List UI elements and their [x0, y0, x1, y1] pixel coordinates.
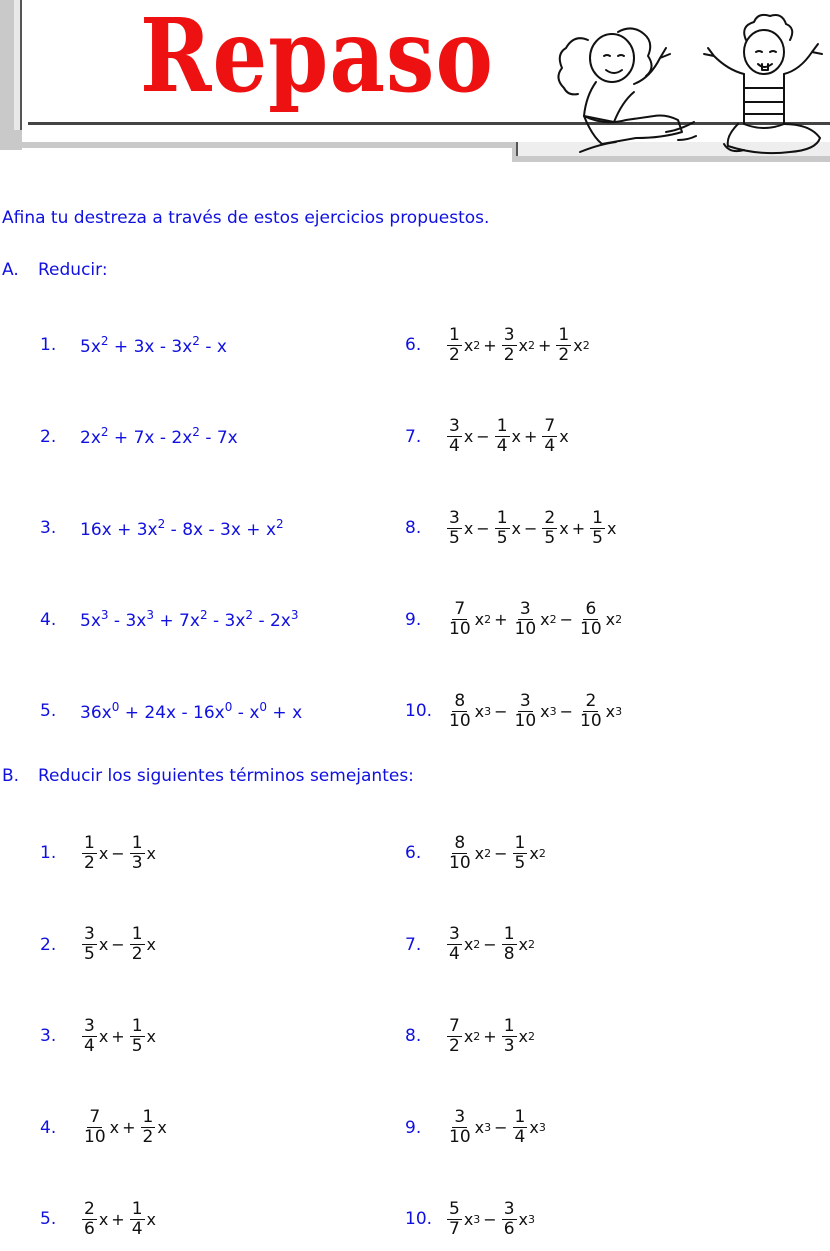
fraction — [82, 925, 97, 963]
operator: + — [111, 1026, 125, 1046]
intro-text: Afina tu destreza a través de estos ejercicios propuestos. — [2, 208, 490, 228]
variable: x — [98, 935, 109, 954]
math-expression — [445, 834, 546, 872]
exponent: 2 — [615, 613, 623, 626]
numerator: 1 — [142, 1107, 154, 1128]
variable: x — [559, 518, 569, 538]
polynomial-expression: $5x^2 + 3x - 3x^2 - x$ — [80, 333, 227, 357]
exercise-a-3 — [40, 503, 284, 553]
math-expression — [445, 1200, 535, 1238]
numerator: 1 — [131, 1198, 143, 1219]
denominator: 10 — [84, 1127, 106, 1147]
exponent: 3 — [146, 608, 154, 622]
variable: x — [98, 1209, 109, 1229]
exercise-a-9 — [405, 595, 622, 645]
variable: x — [529, 843, 539, 863]
operator: − — [494, 701, 508, 721]
variable: x — [463, 427, 474, 446]
operator: − — [111, 935, 125, 954]
variable: x — [98, 1026, 109, 1046]
exponent: 2 — [484, 846, 492, 860]
math-expression — [445, 509, 616, 547]
variable: x — [518, 1209, 528, 1229]
fraction — [502, 925, 517, 963]
denominator: 4 — [131, 1218, 143, 1239]
fraction — [447, 417, 462, 455]
fraction — [578, 600, 604, 638]
numerator: 1 — [496, 416, 508, 437]
variable: x — [474, 610, 485, 629]
numerator: 3 — [519, 690, 531, 711]
numerator: 1 — [592, 507, 603, 528]
denominator: 4 — [449, 436, 460, 456]
denominator: 10 — [514, 710, 537, 731]
exercise-number: 5. — [40, 701, 57, 721]
denominator: 5 — [84, 944, 95, 964]
variable: x — [474, 1118, 485, 1137]
exponent: 3 — [100, 608, 109, 622]
exponent: 2 — [245, 608, 254, 622]
exponent: 2 — [528, 338, 535, 352]
variable: x — [518, 1026, 528, 1046]
variable: x — [463, 935, 474, 954]
denominator: 5 — [544, 527, 556, 548]
operator: + — [483, 335, 497, 355]
exponent: 2 — [528, 1029, 535, 1043]
math-expression — [80, 1017, 156, 1055]
exponent: 3 — [484, 1121, 492, 1134]
header-frame-inner — [14, 0, 22, 130]
math-expression — [445, 1017, 535, 1055]
denominator: 10 — [449, 1127, 471, 1147]
numerator: 1 — [503, 1015, 515, 1036]
polynomial-expression: $2x^2 + 7x - 2x^2 - 7x$ — [80, 425, 238, 448]
math-expression — [80, 1108, 167, 1146]
exercise-number: 8. — [405, 518, 422, 538]
exponent: 2 — [192, 425, 200, 439]
variable: x — [463, 1026, 474, 1046]
fraction — [447, 600, 473, 638]
exercise-number: 8. — [405, 1026, 422, 1046]
fraction — [495, 417, 510, 455]
polynomial-expression: $16x + 3x^2 - 8x - 3x + x^2$ — [80, 516, 284, 540]
section-a-letter: A. — [2, 260, 19, 280]
operator: + — [111, 1209, 125, 1229]
exercise-b-2 — [40, 920, 156, 970]
exercise-number: 1. — [40, 335, 57, 355]
exercise-a-8 — [405, 503, 616, 553]
exercise-a-2 — [40, 412, 238, 462]
exercise-a-1 — [40, 320, 227, 370]
section-a-heading — [2, 260, 108, 280]
numerator: 3 — [519, 599, 531, 620]
exercise-a-6 — [405, 320, 590, 370]
denominator: 3 — [131, 852, 143, 873]
variable: x — [518, 935, 528, 954]
exponent: 2 — [473, 1029, 481, 1043]
exponent: 3 — [615, 704, 623, 718]
variable: x — [529, 1118, 539, 1137]
section-a-label: Reducir: — [38, 260, 108, 280]
fraction — [447, 834, 473, 872]
denominator: 5 — [592, 527, 603, 548]
section-b-letter: B. — [2, 766, 20, 786]
variable: x — [146, 843, 156, 863]
operator: − — [494, 1118, 508, 1137]
exponent: 2 — [538, 846, 546, 860]
operator: + — [122, 1118, 136, 1137]
exercise-a-7 — [405, 412, 569, 462]
exponent: 2 — [473, 938, 481, 951]
math-expression — [80, 1200, 156, 1238]
numerator: 1 — [449, 324, 460, 345]
math-expression — [80, 834, 156, 872]
numerator: 1 — [514, 1107, 526, 1128]
exercise-b-3 — [40, 1011, 156, 1061]
exponent: 2 — [192, 333, 200, 348]
exponent: 2 — [484, 613, 492, 626]
kids-illustration — [548, 12, 830, 158]
numerator: 3 — [84, 924, 95, 945]
variable: x — [146, 1209, 156, 1229]
fraction — [447, 509, 462, 547]
variable: x — [463, 1209, 474, 1229]
denominator: 4 — [449, 944, 460, 964]
variable: x — [109, 1118, 120, 1137]
exercise-b-5 — [40, 1194, 156, 1244]
variable: x — [463, 518, 474, 538]
fraction — [141, 1108, 156, 1146]
exercise-number: 2. — [40, 934, 57, 955]
math-expression — [445, 925, 535, 963]
numerator: 3 — [449, 416, 460, 437]
fraction — [130, 834, 145, 872]
fraction — [502, 326, 517, 364]
fraction — [130, 925, 145, 963]
exponent: 2 — [528, 938, 535, 951]
operator: + — [538, 335, 552, 355]
numerator: 6 — [585, 599, 597, 620]
numerator: 1 — [131, 1015, 143, 1036]
exercise-number: 4. — [40, 609, 57, 630]
denominator: 2 — [131, 944, 143, 964]
denominator: 6 — [84, 1218, 95, 1239]
denominator: 5 — [449, 527, 460, 548]
exercise-b-8 — [405, 1011, 535, 1061]
page-title: Repaso — [140, 0, 494, 116]
numerator: 7 — [454, 599, 466, 620]
denominator: 2 — [449, 1035, 460, 1056]
fraction — [513, 692, 539, 730]
exercise-b-6 — [405, 828, 546, 878]
fraction — [578, 692, 604, 730]
exercise-number: 6. — [405, 335, 422, 355]
denominator: 5 — [131, 1035, 143, 1056]
numerator: 3 — [449, 924, 460, 945]
exponent: 2 — [199, 608, 208, 622]
fraction — [447, 1108, 473, 1146]
fraction — [513, 600, 539, 638]
variable: x — [511, 427, 521, 446]
variable: x — [540, 701, 550, 721]
operator: − — [559, 701, 574, 721]
operator: − — [559, 610, 574, 629]
fraction — [502, 1017, 517, 1055]
math-expression — [445, 1108, 546, 1146]
exercise-b-4 — [40, 1103, 167, 1153]
exercise-number: 7. — [405, 934, 422, 955]
denominator: 2 — [449, 344, 460, 365]
denominator: 4 — [544, 436, 556, 456]
section-b-label: Reducir los siguientes términos semejantes: — [38, 766, 414, 786]
variable: x — [606, 518, 617, 538]
fraction — [513, 1108, 528, 1146]
numerator: 2 — [585, 690, 597, 711]
fraction — [130, 1017, 145, 1055]
operator: − — [483, 935, 497, 954]
variable: x — [463, 335, 474, 355]
fraction — [513, 834, 528, 872]
exercise-number: 4. — [40, 1117, 57, 1138]
header-bottom-band — [0, 142, 512, 148]
operator: + — [524, 427, 538, 446]
numerator: 3 — [503, 324, 515, 345]
exercise-number: 1. — [40, 843, 57, 863]
denominator: 4 — [496, 436, 508, 456]
exponent: 2 — [100, 425, 109, 439]
variable: x — [511, 518, 521, 538]
exercise-number: 10. — [405, 701, 433, 721]
exponent: 2 — [582, 338, 590, 352]
variable: x — [474, 701, 485, 721]
exponent: 3 — [290, 608, 299, 622]
fraction — [502, 1200, 517, 1238]
exercise-a-4 — [40, 595, 299, 645]
denominator: 10 — [449, 619, 471, 639]
exercise-a-5 — [40, 686, 302, 736]
variable: x — [157, 1118, 167, 1137]
fraction — [447, 1200, 462, 1238]
variable: x — [474, 843, 485, 863]
exponent: 3 — [538, 1121, 546, 1134]
denominator: 10 — [449, 852, 471, 873]
denominator: 5 — [514, 852, 526, 873]
polynomial-expression: $5x^3 - 3x^3 + 7x^2 - 3x^2 - 2x^3$ — [80, 608, 299, 631]
exponent: 0 — [224, 699, 233, 714]
numerator: 2 — [544, 507, 556, 528]
section-b-heading — [2, 766, 414, 786]
exercise-b-9 — [405, 1103, 546, 1153]
exponent: 0 — [259, 699, 268, 714]
exponent: 3 — [473, 1212, 481, 1226]
exponent: 2 — [473, 338, 481, 352]
exponent: 0 — [111, 699, 120, 714]
denominator: 10 — [580, 619, 602, 639]
fraction — [82, 1200, 97, 1238]
math-expression — [445, 600, 622, 638]
numerator: 1 — [84, 832, 95, 853]
numerator: 7 — [449, 1015, 460, 1036]
operator: − — [494, 843, 508, 863]
numerator: 1 — [496, 507, 508, 528]
denominator: 3 — [503, 1035, 515, 1056]
exponent: 2 — [157, 516, 166, 531]
variable: x — [98, 843, 109, 863]
numerator: 5 — [449, 1198, 460, 1219]
operator: − — [483, 1209, 497, 1229]
exercise-number: 2. — [40, 426, 57, 447]
numerator: 3 — [503, 1198, 515, 1219]
denominator: 10 — [514, 619, 537, 639]
denominator: 7 — [449, 1218, 460, 1239]
denominator: 4 — [84, 1035, 95, 1056]
variable: x — [518, 335, 528, 355]
numerator: 7 — [89, 1107, 101, 1128]
exercise-number: 6. — [405, 843, 422, 863]
variable: x — [146, 935, 156, 954]
math-expression — [445, 417, 569, 455]
numerator: 1 — [514, 832, 526, 853]
exercise-number: 3. — [40, 518, 57, 538]
denominator: 2 — [142, 1127, 154, 1147]
fraction — [447, 326, 462, 364]
denominator: 2 — [84, 852, 95, 873]
denominator: 10 — [449, 710, 471, 731]
numerator: 1 — [503, 924, 515, 945]
math-expression — [445, 692, 622, 730]
fraction — [590, 509, 605, 547]
denominator: 10 — [580, 710, 602, 731]
exercise-a-10 — [405, 686, 622, 736]
exercise-b-7 — [405, 920, 535, 970]
exercise-number: 7. — [405, 426, 422, 447]
operator: + — [494, 610, 508, 629]
exponent: 2 — [549, 613, 557, 626]
fraction — [82, 1108, 108, 1146]
polynomial-expression: $36x^0 + 24x - 16x^0 - x^0 + x$ — [80, 699, 303, 723]
exercise-b-1 — [40, 828, 156, 878]
numerator: 2 — [84, 1198, 95, 1219]
operator: − — [524, 518, 538, 538]
variable: x — [146, 1026, 156, 1046]
exercise-number: 9. — [405, 609, 422, 630]
numerator: 8 — [454, 832, 466, 853]
numerator: 1 — [131, 832, 143, 853]
operator: − — [476, 518, 490, 538]
exponent: 2 — [100, 333, 109, 348]
variable: x — [605, 610, 616, 629]
denominator: 2 — [558, 344, 570, 365]
fraction — [542, 509, 557, 547]
exercise-b-10 — [405, 1194, 535, 1244]
denominator: 5 — [496, 527, 508, 548]
fraction — [447, 1017, 462, 1055]
exponent: 3 — [484, 704, 492, 718]
variable: x — [573, 335, 583, 355]
operator: − — [476, 427, 490, 446]
numerator: 3 — [449, 507, 460, 528]
math-expression — [80, 925, 156, 963]
exercise-number: 3. — [40, 1026, 57, 1046]
operator: + — [483, 1026, 497, 1046]
fraction — [447, 692, 473, 730]
fraction — [82, 834, 97, 872]
exponent: 2 — [276, 516, 284, 531]
denominator: 4 — [514, 1127, 526, 1147]
exercise-number: 5. — [40, 1209, 57, 1229]
fraction — [495, 509, 510, 547]
fraction — [447, 925, 462, 963]
variable: x — [559, 427, 569, 446]
fraction — [556, 326, 571, 364]
numerator: 8 — [454, 690, 466, 711]
math-expression — [445, 326, 590, 364]
exponent: 3 — [528, 1212, 535, 1226]
fraction — [82, 1017, 97, 1055]
operator: + — [571, 518, 586, 538]
numerator: 7 — [544, 416, 556, 437]
exercise-number: 9. — [405, 1117, 422, 1138]
fraction — [542, 417, 557, 455]
denominator: 2 — [503, 344, 515, 365]
numerator: 1 — [131, 924, 143, 945]
exercise-number: 10. — [405, 1209, 433, 1229]
variable: x — [540, 610, 550, 629]
numerator: 1 — [558, 324, 570, 345]
denominator: 6 — [503, 1218, 515, 1239]
exponent: 3 — [549, 704, 557, 718]
operator: − — [111, 843, 125, 863]
fraction — [130, 1200, 145, 1238]
variable: x — [605, 701, 616, 721]
numerator: 3 — [84, 1015, 95, 1036]
numerator: 3 — [454, 1107, 466, 1128]
denominator: 8 — [503, 944, 515, 964]
